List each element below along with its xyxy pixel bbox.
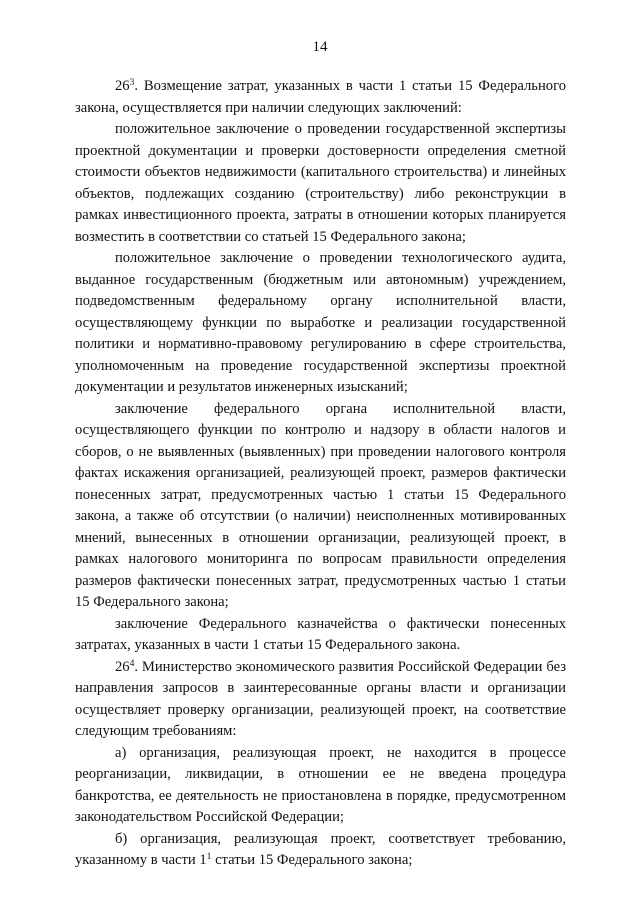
section-number: 26 [115,658,130,675]
paragraph-26-4-item-b [75,829,566,872]
page-number: 14 [312,39,328,55]
paragraph-26-3-intro [75,76,566,119]
paragraph-text: статьи 15 Федерального закона; [211,852,413,868]
paragraph-26-4-intro [75,657,566,743]
paragraph-26-3-item-4: заключение Федерального казначейства о фактически понесенных затратах, указанных в части 1 статьи 15 Федерального закона. [75,615,566,653]
section-number: 26 [115,78,130,94]
part-superscript: 1 [206,852,212,862]
paragraph-26-3-item-1: положительное заключение о проведении государственной экспертизы проектной документации и проверки достоверности определения сметной стоимости объектов недвижимости (капитального строительства) и линейных объектов, подлежащих созданию (строительству) либо реконструкции в рамках инвестиционного проекта, затраты в отношении которых планируется возместить в соответствии со статьей 15 Федерального закона; [75,121,566,245]
paragraph-text: . Возмещение затрат, указанных в части 1 статьи 15 Федерального закона, осуществляется при наличии следующих заключений: [75,78,566,116]
paragraph-26-3-item-2: положительное заключение о проведении технологического аудита, выданное государственным (бюджетным или автономным) учреждением, подведомственным федеральному органу исполнительной власти, осуществляющему функции по выработке и реализации государственной политики и нормативно-правовому регулированию в сфере строительства, уполномоченным на проведение государственной экспертизы проектной документации и результатов инженерных изысканий; [75,250,566,395]
paragraph-26-3-item-3: заключение федерального органа исполнительной власти, осуществляющего функции по контролю и надзору в области налогов и сборов, о не выявленных (выявленных) при проведении налогового контроля фактах искажения организацией, реализующей проект, размеров фактически понесенных затрат, предусмотренных частью 1 статьи 15 Федерального закона, а также об отсутствии (о наличии) неисполненных мотивированных мнений, вынесенных в отношении организации, реализующей проект, в рамках налогового мониторинга по вопросам правильности определения размеров фактически понесенных затрат, предусмотренных частью 1 статьи 15 Федерального закона; [75,400,566,610]
section-superscript: 3 [129,78,135,88]
paragraph-text: . Министерство экономического развития Российской Федерации без направления запросов в заинтересованные органы власти и организации осуществляет проверку организации, реализующей проект, на соответствие следующим требованиям: [75,658,566,739]
paragraph-26-4-item-a: а) организация, реализующая проект, не находится в процессе реорганизации, ликвидации, в отношении ее не введена процедура банкротства, ее деятельность не приостановлена в порядке, предусмотренном законодательством Российской Федерации; [75,744,566,825]
paragraph-text: б) организация, реализующая проект, соответствует требованию, указанному в части 1 [75,830,566,868]
document-body [75,76,566,872]
section-superscript: 4 [129,658,135,669]
